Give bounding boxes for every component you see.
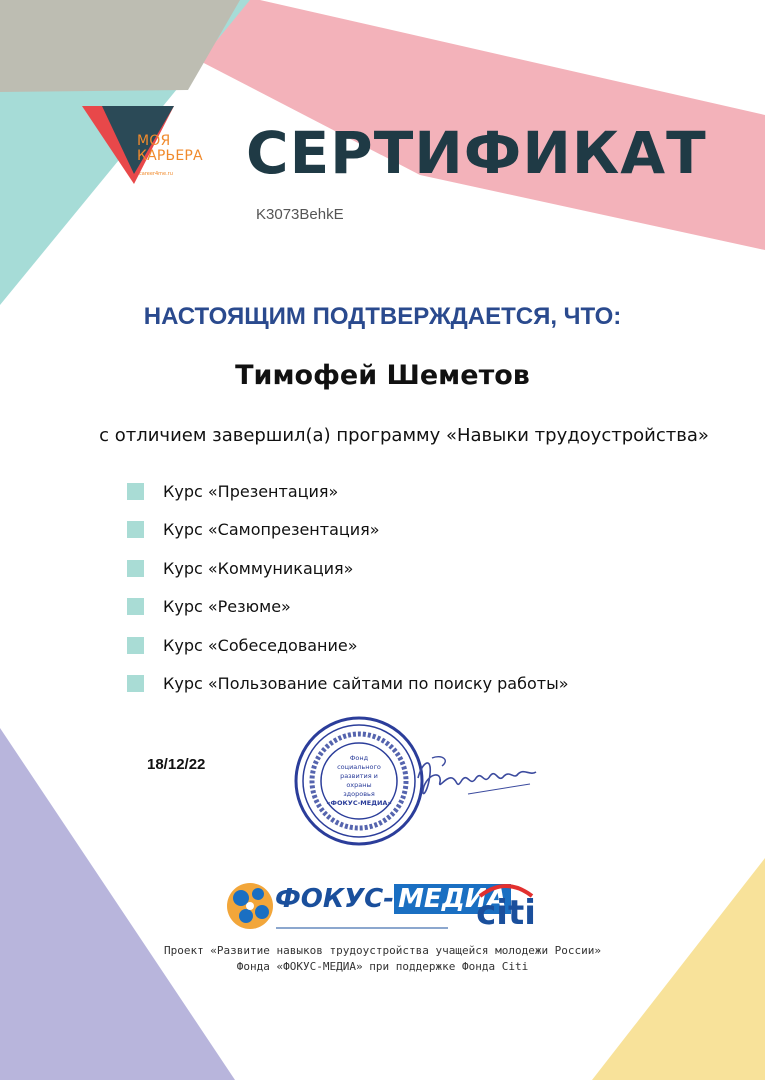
list-item — [127, 665, 569, 704]
footer-line-2: Фонда «ФОКУС-МЕДИА» при поддержке Фонда Citi — [236, 960, 529, 973]
citi-logo — [466, 876, 546, 930]
checkbox-bullet — [127, 560, 144, 577]
course-label: Курс «Коммуникация» — [163, 558, 354, 578]
footer-line-1: Проект «Развитие навыков трудоустройства учащейся молодежи России» — [163, 944, 602, 957]
course-label: Курс «Собеседование» — [163, 635, 358, 655]
svg-text:Фонд: Фонд — [349, 754, 369, 762]
svg-text:развития и: развития и — [340, 772, 378, 780]
footer-note — [0, 943, 765, 975]
logo-site: career4me.ru — [139, 171, 173, 177]
course-label: Курс «Резюме» — [163, 597, 291, 617]
checkbox-bullet — [127, 675, 144, 692]
logo-line-2: КАРЬЕРА — [137, 148, 203, 164]
list-item — [127, 511, 569, 550]
svg-text:citi: citi — [476, 893, 536, 930]
checkbox-bullet — [127, 637, 144, 654]
list-item — [127, 588, 569, 627]
svg-text:социального: социального — [337, 763, 381, 771]
list-item — [127, 549, 569, 588]
checkbox-bullet — [127, 598, 144, 615]
list-item — [127, 626, 569, 665]
svg-text:«ФОКУС-МЕДИА»: «ФОКУС-МЕДИА» — [326, 799, 392, 807]
grey-band — [0, 0, 240, 92]
course-label: Курс «Презентация» — [163, 481, 339, 501]
logo-text — [137, 134, 203, 164]
checkbox-bullet — [127, 521, 144, 538]
svg-text:здоровья: здоровья — [343, 790, 375, 798]
seal-stamp — [292, 714, 542, 848]
course-label: Курс «Самопрезентация» — [163, 520, 380, 540]
svg-text:охраны: охраны — [346, 781, 372, 789]
focus-media-wordmark: ФОКУС- МЕДИА — [275, 884, 511, 914]
logo-line-1: МОЯ — [137, 133, 171, 149]
completion-text: с отличием завершил(а) программу «Навыки трудоустройства» — [99, 425, 709, 446]
checkbox-bullet — [127, 483, 144, 500]
certificate-title: СЕРТИФИКАТ — [246, 119, 707, 187]
course-label: Курс «Пользование сайтами по поиску работы» — [163, 674, 569, 694]
issue-date: 18/12/22 — [147, 756, 206, 773]
course-list — [127, 472, 569, 703]
recipient-name: Тимофей Шеметов — [235, 360, 530, 391]
certificate-code: K3073BehkE — [256, 206, 344, 223]
confirm-heading: НАСТОЯЩИМ ПОДТВЕРЖДАЕТСЯ, ЧТО: — [143, 303, 622, 330]
list-item — [127, 472, 569, 511]
lavender-band — [0, 728, 235, 1080]
